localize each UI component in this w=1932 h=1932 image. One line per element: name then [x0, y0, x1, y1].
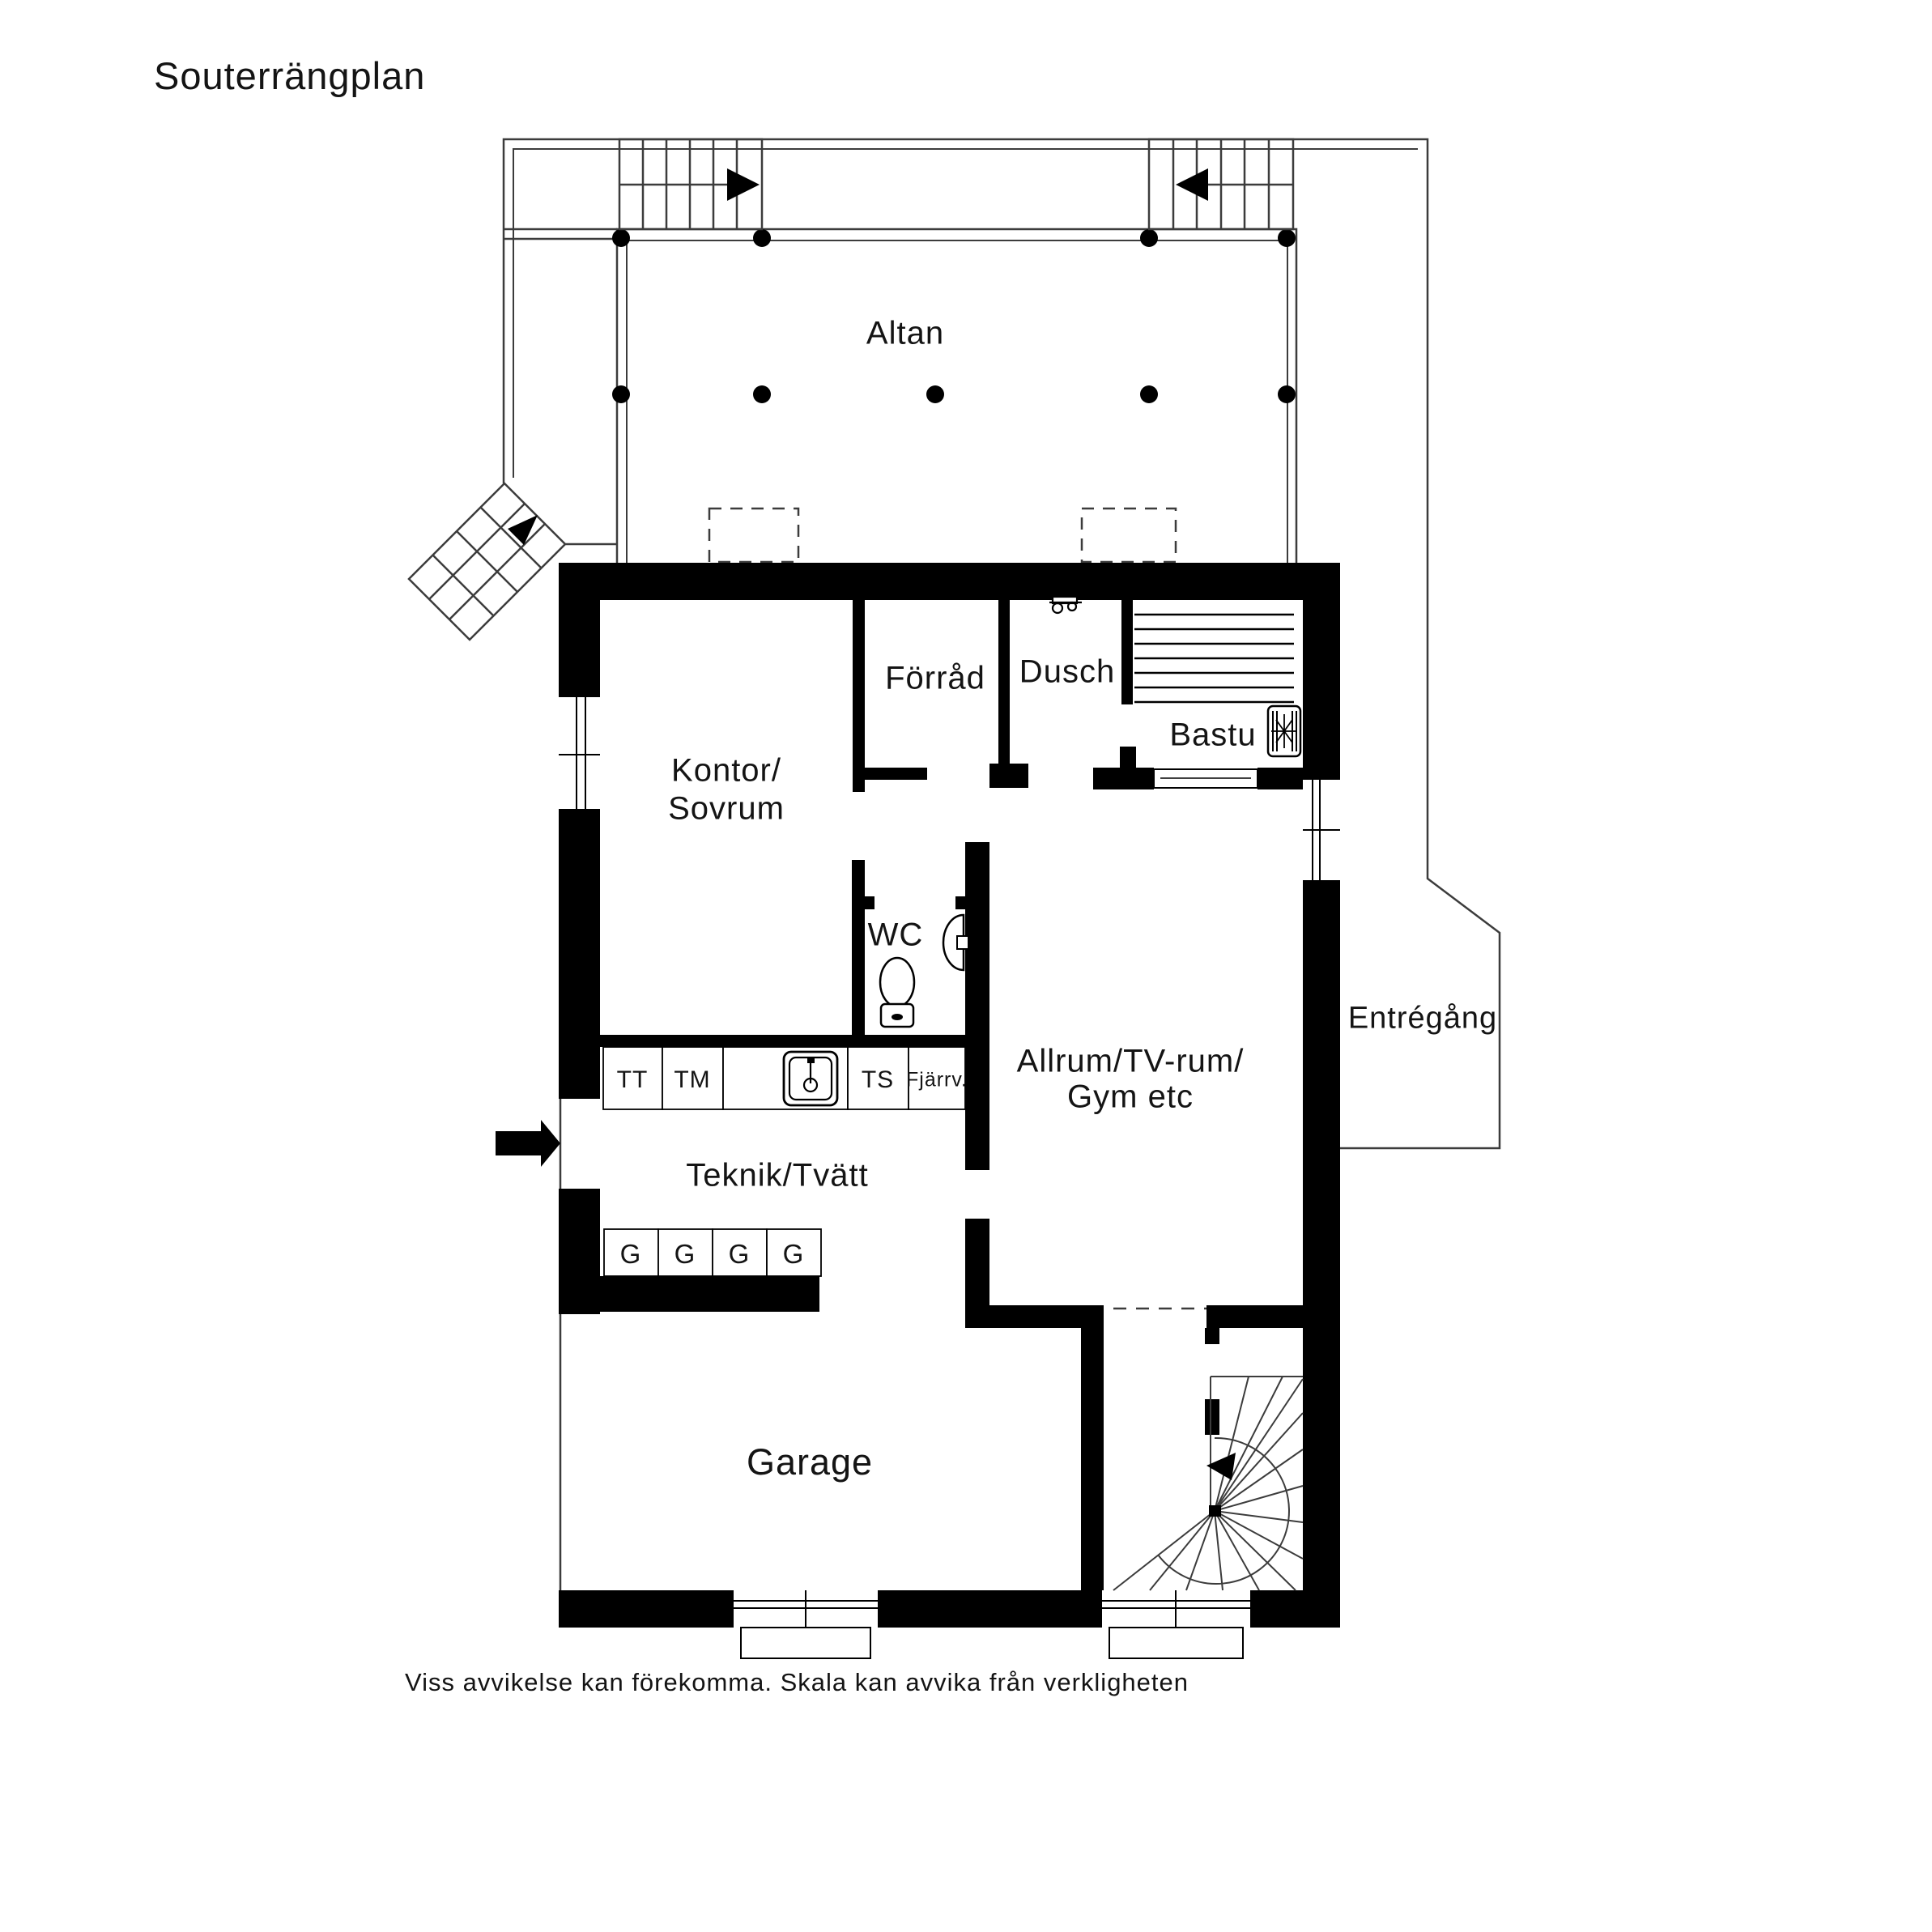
disclaimer-text: Viss avvikelse kan förekomma. Skala kan avvika från verkligheten: [405, 1668, 1189, 1696]
sauna-heater-icon: [1268, 706, 1300, 756]
room-label-allrum-line1: Allrum/TV-rum/: [1016, 1043, 1245, 1079]
toilet-icon: [880, 958, 914, 1027]
laundry-sink-icon: [784, 1052, 837, 1105]
entrance-arrow-icon: [496, 1120, 560, 1167]
altan-deck: [617, 229, 1296, 564]
room-label-teknik: Teknik/Tvätt: [686, 1157, 869, 1194]
shower-icon: [1049, 597, 1082, 613]
stair-direction-arrow-icon: [1176, 168, 1208, 201]
room-label-garage: Garage: [746, 1441, 874, 1483]
room-label-forrad: Förråd: [885, 660, 985, 696]
room-label-dusch: Dusch: [1019, 653, 1116, 690]
room-label-altan: Altan: [866, 315, 945, 351]
room-label-entregang: Entrégång: [1347, 1001, 1498, 1036]
wardrobe-label: G: [674, 1239, 696, 1269]
wc-sink-icon: [943, 915, 968, 970]
stair-direction-arrow-icon: [727, 168, 760, 201]
room-label-kontor-line1: Kontor/: [671, 752, 781, 789]
wardrobe-label: G: [619, 1239, 642, 1269]
stairs-top-right: [1149, 139, 1293, 229]
sauna-benches: [1134, 615, 1294, 702]
room-label-wc: WC: [867, 917, 924, 953]
sauna-glass-door: [1154, 769, 1258, 788]
page-title: Souterrängplan: [154, 54, 426, 97]
window-bottom-stair: [1101, 1590, 1251, 1658]
window-bottom-garage: [733, 1590, 879, 1658]
wardrobe-label: G: [782, 1239, 805, 1269]
room-label-bastu: Bastu: [1169, 717, 1257, 753]
appliance-label-ts: TS: [861, 1066, 895, 1093]
wardrobe-label: G: [728, 1239, 751, 1269]
room-label-kontor-line2: Sovrum: [668, 790, 785, 827]
overhang-dashed-markers: [709, 509, 1176, 562]
stairs-top-left: [619, 139, 762, 229]
appliance-label-tm: TM: [674, 1066, 711, 1093]
appliance-label-tt: TT: [616, 1066, 649, 1093]
window-west: [559, 696, 600, 810]
deck-posts: [612, 229, 1296, 403]
window-east: [1303, 779, 1340, 881]
room-label-allrum-line2: Gym etc: [1067, 1079, 1194, 1115]
appliance-label-fjarrv: Fjärrv.: [906, 1068, 968, 1092]
stair-direction-arrow-icon: [508, 515, 538, 545]
